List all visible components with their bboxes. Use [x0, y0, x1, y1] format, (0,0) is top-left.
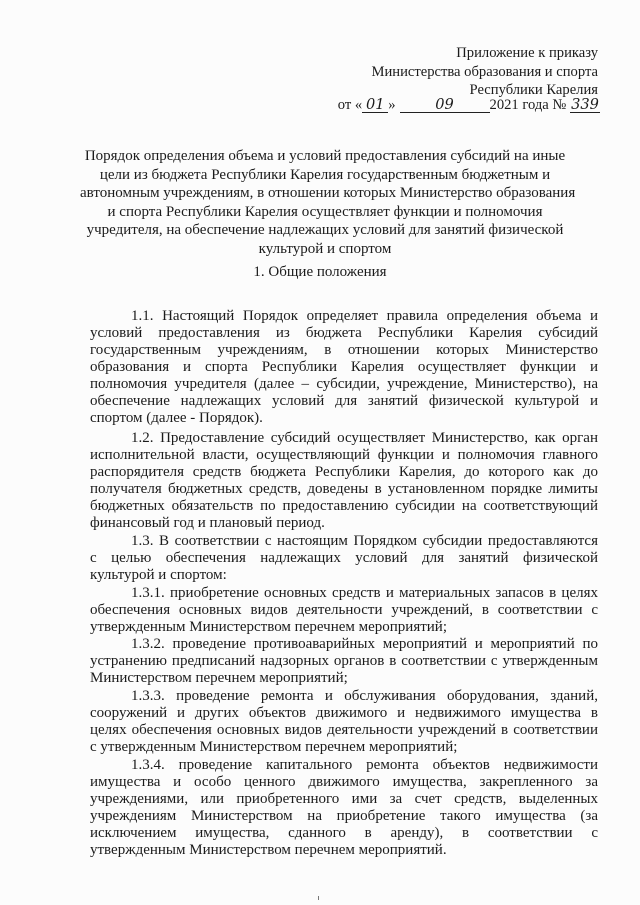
body-line: исключением имущества, сданного в аренду), в соответствии с — [90, 825, 598, 841]
body-line: с утвержденным Министерством перечнем мероприятий; — [90, 739, 458, 755]
body-line: образования и спорта Республики Карелия осуществляет функции и — [90, 359, 598, 375]
handwritten-order-number: 339 — [571, 96, 599, 113]
body-line: с целью обеспечения надлежащих условий для занятий физической — [90, 550, 598, 566]
body-line: финансовый год и плановый период. — [90, 515, 325, 531]
body-line: полномочия учредителя (далее – субсидии, учреждение, Министерство), на — [90, 376, 598, 392]
title-line: Порядок определения объема и условий предоставления субсидий на иные — [84, 148, 566, 164]
body-line: учреждениями, или приобретенного ими за счет средств, выделенных — [90, 791, 598, 807]
body-line: культурой и спортом: — [90, 567, 227, 583]
scan-mark — [318, 896, 319, 900]
appendix-line-3: Республики Карелия — [469, 82, 598, 98]
body-line: 1.3.2. проведение противоаварийных мероприятий и мероприятий по — [131, 636, 598, 652]
title-line: и спорта Республики Карелия осуществляет функции и полномочия — [107, 204, 543, 220]
body-line: обеспечение надлежащих условий для занятий физической культурой и — [90, 393, 598, 409]
appendix-date-line — [338, 96, 600, 114]
date-quote: » — [388, 97, 396, 113]
date-year: 2021 года № — [489, 97, 567, 113]
body-line: утвержденным Министерством перечнем мероприятий; — [90, 619, 447, 635]
body-line: государственным учреждениям, в отношении которых Министерство — [90, 342, 598, 358]
body-line: 1.3.4. проведение капитального ремонта объектов недвижимости — [131, 757, 598, 773]
appendix-line-2: Министерства образования и спорта — [371, 64, 598, 80]
body-line: 1.3. В соответствии с настоящим Порядком субсидии предоставляются — [131, 533, 598, 549]
body-line: спортом (далее - Порядок). — [90, 410, 263, 426]
body-line: бюджетных обязательств по предоставлению субсидии на соответствующий — [90, 498, 598, 514]
title-line: учредителя, на обеспечение надлежащих условий для занятий физической — [86, 222, 564, 238]
body-line: распорядителя средств бюджета Республики Карелия, до которого как до — [90, 464, 598, 480]
body-line: исполнительной власти, осуществляющий функции и полномочия главного — [90, 447, 598, 463]
title-line: культурой и спортом — [258, 241, 392, 257]
title-line: цели из бюджета Республики Карелия государственным бюджетным и — [99, 167, 551, 183]
body-line: 1.3.3. проведение ремонта и обслуживания оборудования, зданий, — [131, 688, 598, 704]
body-line: целях обеспечения основных видов деятельности учреждений в соответствии — [90, 722, 598, 738]
body-line: учреждениям Министерством на приобретение такого имущества (за — [90, 808, 598, 824]
body-line: обеспечения основных видов деятельности учреждений, в соответствии с — [90, 602, 598, 618]
title-line: автономным учреждениям, в отношении которых Министерство образования — [80, 185, 576, 201]
body-line: условий предоставления из бюджета Республики Карелия субсидий — [90, 325, 598, 341]
body-line: 1.1. Настоящий Порядок определяет правила определения объема и — [131, 308, 598, 324]
handwritten-month: 09 — [400, 97, 490, 113]
body-line: 1.2. Предоставление субсидий осуществляет Министерство, как орган — [131, 430, 598, 446]
date-prefix: от « — [337, 97, 363, 113]
body-line: утвержденным Министерством перечнем мероприятий. — [90, 842, 447, 858]
body-line: сооружений и других объектов движимого и недвижимого имущества в — [90, 705, 598, 721]
handwritten-day: 01 — [362, 97, 388, 113]
body-line: 1.3.1. приобретение основных средств и материальных запасов в целях — [131, 585, 598, 601]
section-heading: 1. Общие положения — [253, 264, 387, 280]
appendix-line-1: Приложение к приказу — [456, 45, 598, 61]
body-line: получателя бюджетных средств, доведены в установленном порядке лимиты — [90, 481, 598, 497]
body-line: устранению предписаний надзорных органов в соответствии с утвержденным — [90, 653, 598, 669]
body-line: Министерством перечнем мероприятий; — [90, 670, 348, 686]
body-line: имущества и особо ценного движимого имущества, закрепленного за — [90, 774, 598, 790]
